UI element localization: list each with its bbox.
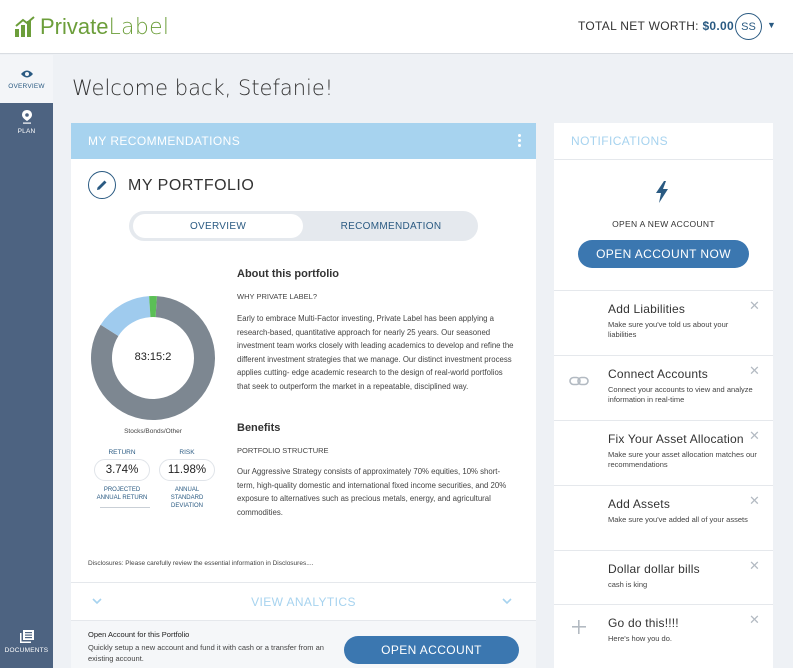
open-account-section [71, 621, 536, 668]
link-icon [569, 376, 589, 386]
notification-title: Go do this!!!! [608, 616, 679, 630]
page-title: Welcome back, Stefanie! [72, 76, 334, 100]
benefits-body: Our Aggressive Strategy consists of approximately 70% equities, 10% short-term, high-quality domestic and international fixed income securities, and 20% exposure to alternatives such as precious metals, energy, and agricultural commodities. [237, 467, 507, 517]
benefits-subtitle: PORTFOLIO STRUCTURE [237, 446, 329, 455]
close-icon[interactable]: ✕ [749, 612, 760, 627]
sidebar-item-overview[interactable] [0, 55, 53, 103]
divider [100, 507, 150, 508]
benefits-title: Benefits [237, 422, 281, 434]
sidebar-item-plan[interactable] [0, 110, 53, 142]
chevron-down-icon [502, 596, 512, 606]
recommendations-header [71, 123, 536, 159]
top-bar [0, 0, 793, 54]
close-icon[interactable]: ✕ [749, 428, 760, 443]
notification-title: Add Assets [608, 497, 671, 511]
about-body: Early to embrace Multi-Factor investing, Private Label has been applying a research-based, quantitative approach for nearly 25 years. Our seasoned investment team works closely with leading academics to develop and refine the different investment strategies that we manage. Our distinct investment process applies cutting- edge academic research to the design of real-world portfolios that seek to outperform the market in a repeatable, disciplined way. [237, 314, 514, 391]
caret-down-icon[interactable]: ▼ [767, 20, 776, 30]
return-value: 3.74% [94, 459, 150, 481]
notification-item[interactable] [554, 485, 773, 550]
risk-label: RISK [179, 449, 195, 456]
logo-text-label: Label [108, 14, 170, 40]
open-new-account-label: OPEN A NEW ACCOUNT [612, 219, 715, 229]
about-title: About this portfolio [237, 268, 340, 280]
notification-title: Fix Your Asset Allocation [608, 432, 744, 446]
notification-description: Make sure your asset allocation matches our recommendations [608, 450, 757, 469]
close-icon[interactable]: ✕ [749, 298, 760, 313]
notification-title: Dollar dollar bills [608, 562, 700, 576]
notification-item[interactable] [554, 420, 773, 485]
net-worth-value: $0.00 [702, 19, 734, 33]
view-analytics-label: VIEW ANALYTICS [251, 594, 356, 609]
pencil-icon[interactable] [88, 171, 116, 199]
close-icon[interactable]: ✕ [749, 363, 760, 378]
logo-bars-icon [14, 16, 36, 38]
recommendations-title: MY RECOMMENDATIONS [88, 134, 241, 148]
tab-recommendation[interactable]: RECOMMENDATION [340, 220, 442, 232]
net-worth-label: TOTAL NET WORTH: [578, 19, 699, 33]
notification-item[interactable] [554, 604, 773, 668]
notification-title: Connect Accounts [608, 367, 708, 381]
donut-slice-other [149, 296, 157, 317]
open-account-description: Quickly setup a new account and fund it with cash or a transfer from an existing account. [88, 643, 324, 663]
return-label: RETURN [108, 449, 136, 456]
net-worth [578, 19, 734, 33]
logo[interactable] [14, 12, 169, 42]
notification-item[interactable] [554, 290, 773, 355]
close-icon[interactable]: ✕ [749, 493, 760, 508]
donut-caption: Stocks/Bonds/Other [124, 428, 182, 435]
lightning-bolt-icon [655, 181, 669, 203]
donut-center-label: 83:15:2 [134, 351, 172, 363]
plus-icon [572, 620, 586, 634]
return-sublabel: PROJECTED ANNUAL RETURN [96, 487, 148, 501]
notifications-header: NOTIFICATIONS [554, 123, 773, 160]
sidebar-item-label: DOCUMENTS [4, 647, 49, 654]
tab-overview[interactable]: OVERVIEW [133, 214, 303, 238]
notification-description: Make sure you've told us about your liabilities [608, 320, 729, 339]
sidebar-item-label: PLAN [17, 128, 36, 135]
portfolio-title: MY PORTFOLIO [128, 177, 255, 194]
kebab-menu-icon[interactable] [518, 134, 522, 149]
open-account-button[interactable]: OPEN ACCOUNT [344, 636, 519, 664]
notification-title: Add Liabilities [608, 302, 686, 316]
risk-sublabel: ANNUAL STANDARD DEVIATION [170, 487, 204, 509]
notification-description: cash is king [608, 580, 648, 589]
notification-description: Here's how you do. [608, 634, 672, 643]
eye-icon [20, 69, 34, 79]
risk-value: 11.98% [159, 459, 215, 481]
open-account-now-button[interactable]: OPEN ACCOUNT NOW [578, 240, 749, 268]
view-toggle [129, 211, 478, 241]
documents-icon [20, 630, 34, 643]
sidebar-item-label: OVERVIEW [8, 83, 45, 90]
logo-text-private: Private [40, 14, 109, 39]
notification-description: Connect your accounts to view and analyze information in real-time [608, 385, 753, 404]
view-analytics-button[interactable] [71, 582, 536, 621]
avatar[interactable]: SS [735, 13, 762, 40]
notifications-card [554, 123, 773, 668]
notification-description: Make sure you've added all of your assets [608, 515, 748, 524]
recommendations-card [71, 123, 536, 668]
chevron-down-icon [92, 596, 102, 606]
notification-item[interactable] [554, 355, 773, 420]
map-pin-icon [22, 110, 32, 124]
disclosures-link[interactable]: Disclosures: Please carefully review the essential information in Disclosures.... [88, 560, 314, 567]
about-subtitle: WHY PRIVATE LABEL? [237, 292, 318, 301]
sidebar [0, 55, 53, 668]
close-icon[interactable]: ✕ [749, 558, 760, 573]
sidebar-item-documents[interactable] [0, 630, 53, 662]
open-account-title: Open Account for this Portfolio [88, 630, 190, 639]
